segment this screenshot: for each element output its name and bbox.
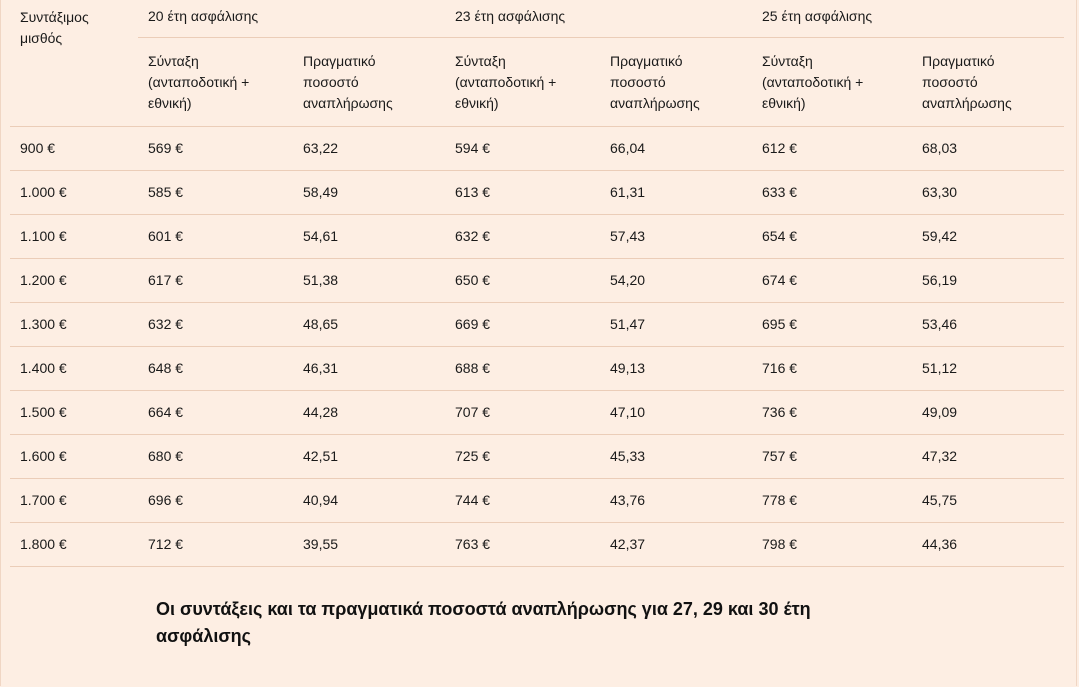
table-cell: 40,94 <box>293 478 445 522</box>
table-cell: 1.100 € <box>10 214 138 258</box>
table-row <box>10 170 1064 214</box>
table-cell: 632 € <box>138 302 293 346</box>
sub-header-pension: Σύνταξη (ανταποδοτική + εθνική) <box>138 37 293 126</box>
table-cell: 601 € <box>138 214 293 258</box>
table-cell: 42,37 <box>600 522 752 566</box>
table-cell: 757 € <box>752 434 912 478</box>
table-cell: 53,46 <box>912 302 1064 346</box>
table-cell: 650 € <box>445 258 600 302</box>
sub-header-replacement-rate: Πραγματικό ποσοστό αναπλήρωσης <box>600 37 752 126</box>
table-cell: 1.800 € <box>10 522 138 566</box>
table-cell: 798 € <box>752 522 912 566</box>
table-body <box>10 126 1064 566</box>
sub-header-row <box>10 37 1064 126</box>
table-cell: 43,76 <box>600 478 752 522</box>
table-cell: 68,03 <box>912 126 1064 170</box>
table-cell: 688 € <box>445 346 600 390</box>
table-cell: 695 € <box>752 302 912 346</box>
table-cell: 44,36 <box>912 522 1064 566</box>
table-cell: 54,61 <box>293 214 445 258</box>
table-cell: 1.400 € <box>10 346 138 390</box>
table-row <box>10 434 1064 478</box>
table-cell: 654 € <box>752 214 912 258</box>
table-cell: 648 € <box>138 346 293 390</box>
table-cell: 1.700 € <box>10 478 138 522</box>
table-cell: 1.200 € <box>10 258 138 302</box>
sub-header-pension: Σύνταξη (ανταποδοτική + εθνική) <box>445 37 600 126</box>
table-cell: 1.300 € <box>10 302 138 346</box>
table-cell: 569 € <box>138 126 293 170</box>
pension-table <box>10 0 1064 567</box>
group-header-20-years: 20 έτη ασφάλισης <box>138 0 445 37</box>
table-cell: 613 € <box>445 170 600 214</box>
table-cell: 617 € <box>138 258 293 302</box>
table-cell: 57,43 <box>600 214 752 258</box>
table-cell: 707 € <box>445 390 600 434</box>
table-cell: 1.500 € <box>10 390 138 434</box>
table-cell: 48,65 <box>293 302 445 346</box>
table-cell: 725 € <box>445 434 600 478</box>
table-cell: 39,55 <box>293 522 445 566</box>
table-cell: 763 € <box>445 522 600 566</box>
table-cell: 51,38 <box>293 258 445 302</box>
sub-header-pension: Σύνταξη (ανταποδοτική + εθνική) <box>752 37 912 126</box>
table-cell: 56,19 <box>912 258 1064 302</box>
table-cell: 49,13 <box>600 346 752 390</box>
table-cell: 51,47 <box>600 302 752 346</box>
table-row <box>10 126 1064 170</box>
table-row <box>10 214 1064 258</box>
table-cell: 612 € <box>752 126 912 170</box>
table-row <box>10 258 1064 302</box>
table-cell: 51,12 <box>912 346 1064 390</box>
table-cell: 54,20 <box>600 258 752 302</box>
salary-column-header: Συντάξιμος μισθός <box>10 0 138 126</box>
table-cell: 716 € <box>752 346 912 390</box>
table-cell: 632 € <box>445 214 600 258</box>
table-cell: 1.000 € <box>10 170 138 214</box>
table-cell: 674 € <box>752 258 912 302</box>
sub-header-replacement-rate: Πραγματικό ποσοστό αναπλήρωσης <box>293 37 445 126</box>
table-cell: 664 € <box>138 390 293 434</box>
table-cell: 680 € <box>138 434 293 478</box>
section-caption: Οι συντάξεις και τα πραγματικά ποσοστά αναπλήρωσης για 27, 29 και 30 έτη ασφάλισης <box>156 599 811 646</box>
group-header-23-years: 23 έτη ασφάλισης <box>445 0 752 37</box>
table-cell: 46,31 <box>293 346 445 390</box>
sub-header-replacement-rate: Πραγματικό ποσοστό αναπλήρωσης <box>912 37 1064 126</box>
table-row <box>10 302 1064 346</box>
table-cell: 59,42 <box>912 214 1064 258</box>
table-cell: 1.600 € <box>10 434 138 478</box>
table-cell: 585 € <box>138 170 293 214</box>
table-cell: 61,31 <box>600 170 752 214</box>
table-cell: 594 € <box>445 126 600 170</box>
table-cell: 42,51 <box>293 434 445 478</box>
table-cell: 47,32 <box>912 434 1064 478</box>
table-cell: 47,10 <box>600 390 752 434</box>
table-cell: 66,04 <box>600 126 752 170</box>
table-cell: 744 € <box>445 478 600 522</box>
table-cell: 633 € <box>752 170 912 214</box>
table-cell: 45,75 <box>912 478 1064 522</box>
table-row <box>10 390 1064 434</box>
table-cell: 696 € <box>138 478 293 522</box>
table-cell: 712 € <box>138 522 293 566</box>
group-header-row <box>10 0 1064 37</box>
table-cell: 58,49 <box>293 170 445 214</box>
table-row <box>10 522 1064 566</box>
table-cell: 49,09 <box>912 390 1064 434</box>
table-row <box>10 346 1064 390</box>
table-cell: 44,28 <box>293 390 445 434</box>
group-header-25-years: 25 έτη ασφάλισης <box>752 0 1064 37</box>
table-cell: 669 € <box>445 302 600 346</box>
table-cell: 900 € <box>10 126 138 170</box>
table-cell: 63,22 <box>293 126 445 170</box>
table-cell: 736 € <box>752 390 912 434</box>
table-cell: 778 € <box>752 478 912 522</box>
table-cell: 45,33 <box>600 434 752 478</box>
table-row <box>10 478 1064 522</box>
table-cell: 63,30 <box>912 170 1064 214</box>
